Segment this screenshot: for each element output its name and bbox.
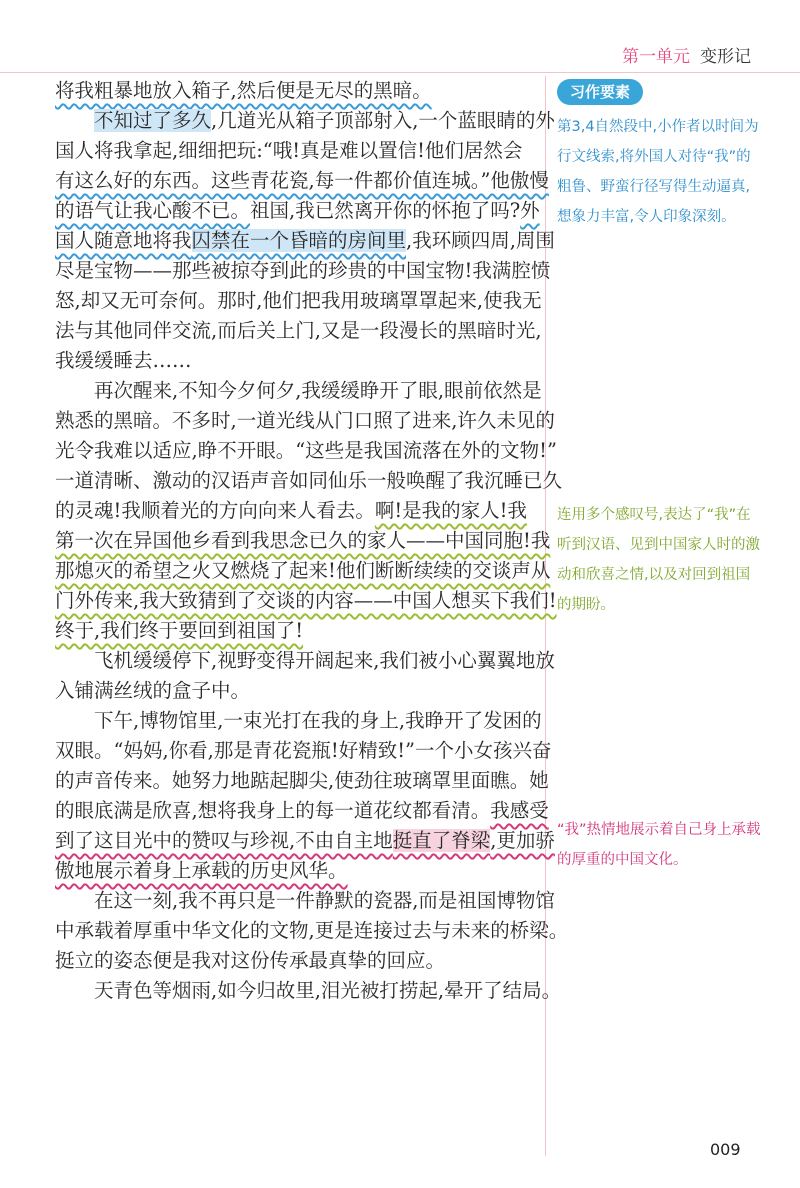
text-line [55,256,551,286]
annotated-text: 傲地展示着身上承载的历史风华。 [55,859,348,882]
text-line [55,556,551,586]
text: 的灵魂!我顺着光的方向向来人看去。 [55,499,375,522]
text: 再次醒来,不知今夕何夕,我缓缓睁开了眼,眼前依然是 [94,379,542,402]
text-line [55,886,555,916]
text: 的眼底满是欣喜,想将我身上的每一道花纹都看清。 [55,799,491,822]
text-line [55,616,535,646]
text: 法与其他同伴交流,而后关上门,又是一段漫长的黑暗时光, [55,319,542,342]
text-line [55,736,552,766]
text-line [55,796,549,826]
text-line [55,526,551,556]
text-line [55,406,555,436]
text: 中承载着厚重中华文化的文物,更是连接过去与未来的桥梁。 [55,919,569,942]
chapter-title: 变形记 [700,47,751,67]
text-line [55,646,555,676]
text: ,我环顾四周,周围 [406,229,555,252]
text-line [55,286,542,316]
highlighted-text: 囚禁在一个昏暗的房间里 [191,229,407,252]
annotated-text: 那熄灭的希望之火又燃烧了起来!他们断断续续的交谈声从 [55,559,551,582]
writing-element-tag: 习作要素 [557,79,643,105]
text: 在这一刻,我不再只是一件静默的瓷器,而是祖国博物馆 [94,889,555,912]
text: 挺立的姿态便是我对这份传承最真挚的回应。 [55,949,446,972]
text: 一道清晰、激动的汉语声音如同仙乐一般唤醒了我沉睡已久 [55,469,563,492]
text: 怒,却又无可奈何。那时,他们把我用玻璃罩罩起来,使我无 [55,289,542,312]
text: 熟悉的黑暗。不多时,一道光线从门口照了进来,许久未见的 [55,409,555,432]
highlighted-text: 挺直了脊梁 [392,829,491,852]
text: 下午,博物馆里,一束光打在我的身上,我睁开了发困的 [94,709,542,732]
text-line [55,946,535,976]
text-line [55,586,557,616]
text: 入铺满丝绒的盒子中。 [55,679,251,702]
text: 祖国,我已然离开你的怀抱了吗? [250,199,521,222]
annotated-text: 有这么好的东西。这些青花瓷,每一件都价值连城。”他傲慢 [55,169,549,192]
text-line [55,976,562,1006]
unit-label: 第一单元 [622,47,690,67]
text-line [55,856,535,886]
text-line [55,826,555,856]
text: 我缓缓睡去…… [55,349,192,372]
text: 天青色等烟雨,如今归故里,泪光被打捞起,晕开了结局。 [94,979,562,1002]
text: 的声音传来。她努力地踮起脚尖,使劲往玻璃罩里面瞧。她 [55,769,549,792]
text-line [55,676,535,706]
annotated-text: ,更加骄 [490,829,555,852]
annotated-text: 国人随意地将我 [55,229,192,252]
highlighted-text: 不知过了多久 [94,109,212,132]
page-header [622,42,792,68]
text-line [55,916,569,946]
annotated-text: 我感受 [490,799,549,822]
text-line [55,226,555,256]
text-line [55,706,542,736]
text: 双眼。“妈妈,你看,那是青花瓷瓶!好精致!”一个小女孩兴奋 [55,739,552,762]
text-line [55,376,542,406]
text-line [55,436,557,466]
header-rule [0,72,800,73]
text-line [55,76,535,106]
annotated-text: 啊!是我的家人!我 [374,499,528,522]
text-line [55,106,555,136]
text-line [55,766,549,796]
annotated-text: 终于,我们终于要回到祖国了! [55,619,304,642]
text-line [55,466,563,496]
text-line [55,496,535,526]
text-line [55,136,535,166]
text: 尽是宝物——那些被掠夺到此的珍贵的中国宝物!我满腔愤 [55,259,551,282]
text: 飞机缓缓停下,视野变得开阔起来,我们被小心翼翼地放 [94,649,555,672]
annotated-text: 第一次在异国他乡看到我思念已久的家人——中国同胞!我 [55,529,551,552]
annotated-text: 门外传来,我大致猜到了交谈的内容——中国人想买下我们! [55,589,557,612]
margin-note-pink: “我”热情地展示着自己身上承载的厚重的中国文化。 [557,822,761,868]
margin-note-green: 连用多个感叹号,表达了“我”在听到汉语、见到中国家人时的激动和欣喜之情,以及对回到祖国的期盼。 [557,507,760,613]
annotated-text: 将我粗暴地放入箱子,然后便是无尽的黑暗。 [55,79,432,102]
text-line [55,166,549,196]
text-line [55,316,542,346]
text-line [55,346,535,376]
text-line [55,196,540,226]
page-number: 009 [710,1140,741,1159]
annotated-text: 到了这目光中的赞叹与珍视,不由自主地 [55,829,393,852]
margin-note-blue: 第3,4自然段中,小作者以时间为行文线索,将外国人对待“我”的粗鲁、野蛮行径写得生动逼真,想象力丰富,令人印象深刻。 [557,119,759,225]
text: 国人将我拿起,细细把玩:“哦!真是难以置信!他们居然会 [55,139,523,162]
text: ,几道光从箱子顶部射入,一个蓝眼睛的外 [211,109,555,132]
text: 光令我难以适应,睁不开眼。“这些是我国流落在外的文物!” [55,439,557,462]
annotated-text: 的语气让我心酸不已。 [55,199,251,222]
annotated-text: 外 [520,199,540,222]
